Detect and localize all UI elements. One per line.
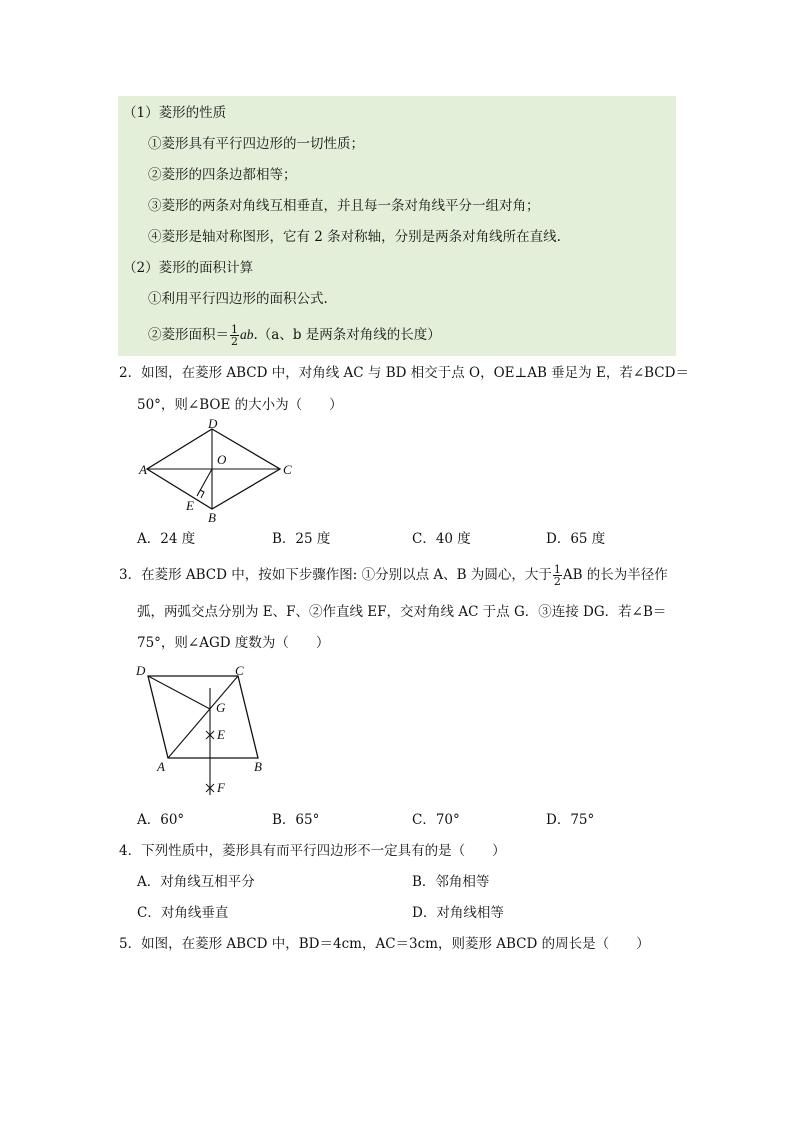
label-c: C — [283, 462, 292, 477]
q3-option-d: D．75° — [546, 812, 595, 828]
label-e: E — [217, 727, 225, 742]
label-a: A — [157, 759, 165, 774]
q5-stem: 5．如图，在菱形 ABCD 中，BD＝4cm，AC＝3cm，则菱形 ABCD 的周长是（ ） — [119, 936, 650, 952]
label-a: A — [139, 462, 147, 477]
area-formula-prefix: ②菱形面积＝ — [148, 327, 229, 343]
q3-half-fraction — [553, 564, 562, 587]
label-b: B — [208, 510, 216, 525]
q4-option-b: B．邻角相等 — [412, 874, 490, 890]
q4-option-a: A．对角线互相平分 — [137, 874, 255, 890]
property-1: ①菱形具有平行四边形的一切性质； — [148, 136, 364, 152]
segment-dg — [148, 676, 210, 709]
label-f: F — [217, 780, 225, 795]
right-angle-mark — [200, 490, 204, 498]
property-4: ④菱形是轴对称图形，它有 2 条对称轴，分别是两条对角线所在直线. — [148, 229, 561, 245]
q3-fraction-denominator: 2 — [553, 575, 561, 588]
q3-stem-line1 — [119, 558, 668, 592]
label-b: B — [254, 759, 262, 774]
area-method-1: ①利用平行四边形的面积公式. — [148, 291, 328, 307]
section1-title: （1）菱形的性质 — [123, 105, 227, 121]
q2-rhombus-figure — [130, 412, 300, 527]
diagonal-ac — [168, 676, 238, 758]
q3-fraction-numerator: 1 — [553, 563, 561, 576]
area-formula-suffix: .（a、b 是两条对角线的长度） — [253, 327, 441, 343]
area-formula — [148, 318, 441, 352]
label-d: D — [208, 416, 218, 431]
q2-stem-line2: 50°，则∠BOE 的大小为（ ） — [137, 397, 343, 413]
q2-option-c: C．40 度 — [412, 531, 471, 547]
label-c: C — [235, 663, 244, 678]
property-3: ③菱形的两条对角线互相垂直，并且每一条对角线平分一组对角； — [148, 198, 540, 214]
q3-rhombus-figure — [130, 660, 275, 800]
label-d: D — [136, 663, 146, 678]
label-g: G — [216, 700, 226, 715]
q3-stem-line2: 弧，两弧交点分别为 E、F、②作直线 EF，交对角线 AC 于点 G．③连接 DG．若∠B＝ — [137, 604, 667, 620]
section2-title: （2）菱形的面积计算 — [123, 260, 254, 276]
q3-option-c: C．70° — [412, 812, 460, 828]
q3-line1-a: 3．在菱形 ABCD 中，按如下步骤作图: ①分别以点 A、B 为圆心，大于 — [119, 567, 552, 583]
area-formula-var: ab — [240, 327, 254, 342]
q3-option-b: B．65° — [272, 812, 320, 828]
q3-option-a: A．60° — [137, 812, 185, 828]
q4-option-c: C．对角线垂直 — [137, 905, 229, 921]
q3-line1-b: AB 的长为半径作 — [562, 567, 668, 583]
label-e: E — [186, 498, 194, 513]
label-o: O — [217, 452, 227, 467]
q4-option-d: D．对角线相等 — [412, 905, 504, 921]
fraction-denominator: 2 — [231, 335, 238, 348]
fraction-numerator: 1 — [231, 323, 238, 336]
q3-stem-line3: 75°，则∠AGD 度数为（ ） — [137, 635, 330, 651]
property-2: ②菱形的四条边都相等； — [148, 167, 297, 183]
q2-option-b: B．25 度 — [272, 531, 331, 547]
half-fraction — [230, 324, 239, 347]
q2-option-a: A．24 度 — [137, 531, 196, 547]
q2-option-d: D．65 度 — [546, 531, 606, 547]
q2-stem-line1: 2．如图，在菱形 ABCD 中，对角线 AC 与 BD 相交于点 O，OE⊥AB 垂足为 E，若∠BCD＝ — [119, 365, 689, 381]
q4-stem: 4．下列性质中，菱形具有而平行四边形不一定具有的是（ ） — [119, 843, 506, 859]
